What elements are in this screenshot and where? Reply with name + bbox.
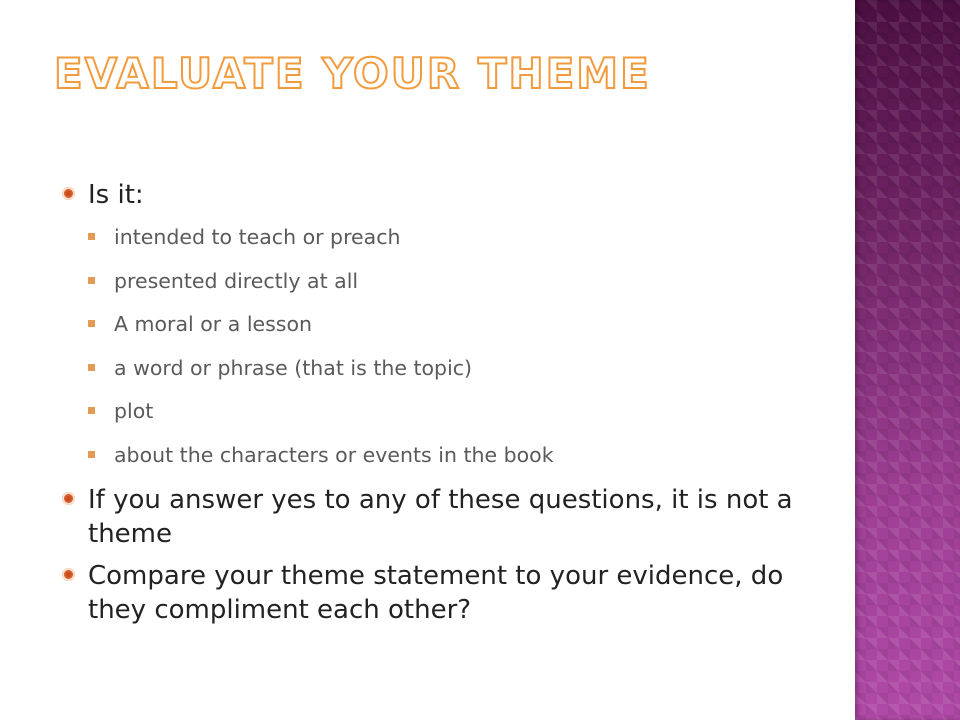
- sub-bullet-item: [88, 396, 822, 426]
- sub-bullet-item: [88, 309, 822, 339]
- sub-bullet-text: A moral or a lesson: [114, 312, 313, 336]
- sub-bullet-list: [62, 222, 822, 470]
- decorative-side-panel: [855, 0, 960, 720]
- square-bullet-icon: [88, 407, 95, 414]
- sub-bullet-text: intended to teach or preach: [114, 225, 401, 249]
- square-bullet-icon: [88, 320, 95, 327]
- sub-bullet-text: presented directly at all: [114, 268, 359, 293]
- bullet-item: [62, 559, 822, 627]
- square-bullet-icon: [88, 233, 95, 240]
- circle-bullet-icon: [62, 187, 75, 200]
- sub-bullet-item: [88, 266, 822, 296]
- bullet-text: Is it:: [88, 180, 144, 210]
- square-bullet-icon: [88, 364, 95, 371]
- circle-bullet-icon: [62, 568, 75, 581]
- square-bullet-icon: [88, 451, 95, 458]
- sub-bullet-item: [88, 353, 822, 383]
- sub-bullet-text: plot: [114, 399, 154, 423]
- circle-bullet-icon: [62, 492, 75, 505]
- square-bullet-icon: [88, 277, 95, 284]
- bullet-item: [62, 178, 822, 212]
- sub-bullet-text: about the characters or events in the book: [114, 442, 554, 467]
- sub-bullet-item: [88, 222, 822, 252]
- sub-bullet-item: [88, 440, 822, 470]
- sub-bullet-text: a word or phrase (that is the topic): [114, 355, 473, 380]
- slide-content: [62, 178, 822, 635]
- bullet-text: Compare your theme statement to your evidence, do they compliment each other?: [88, 561, 784, 625]
- slide-title: EVALUATE YOUR THEME: [54, 49, 651, 98]
- bullet-text: If you answer yes to any of these questions, it is not a theme: [88, 485, 793, 549]
- bullet-item: [62, 483, 822, 551]
